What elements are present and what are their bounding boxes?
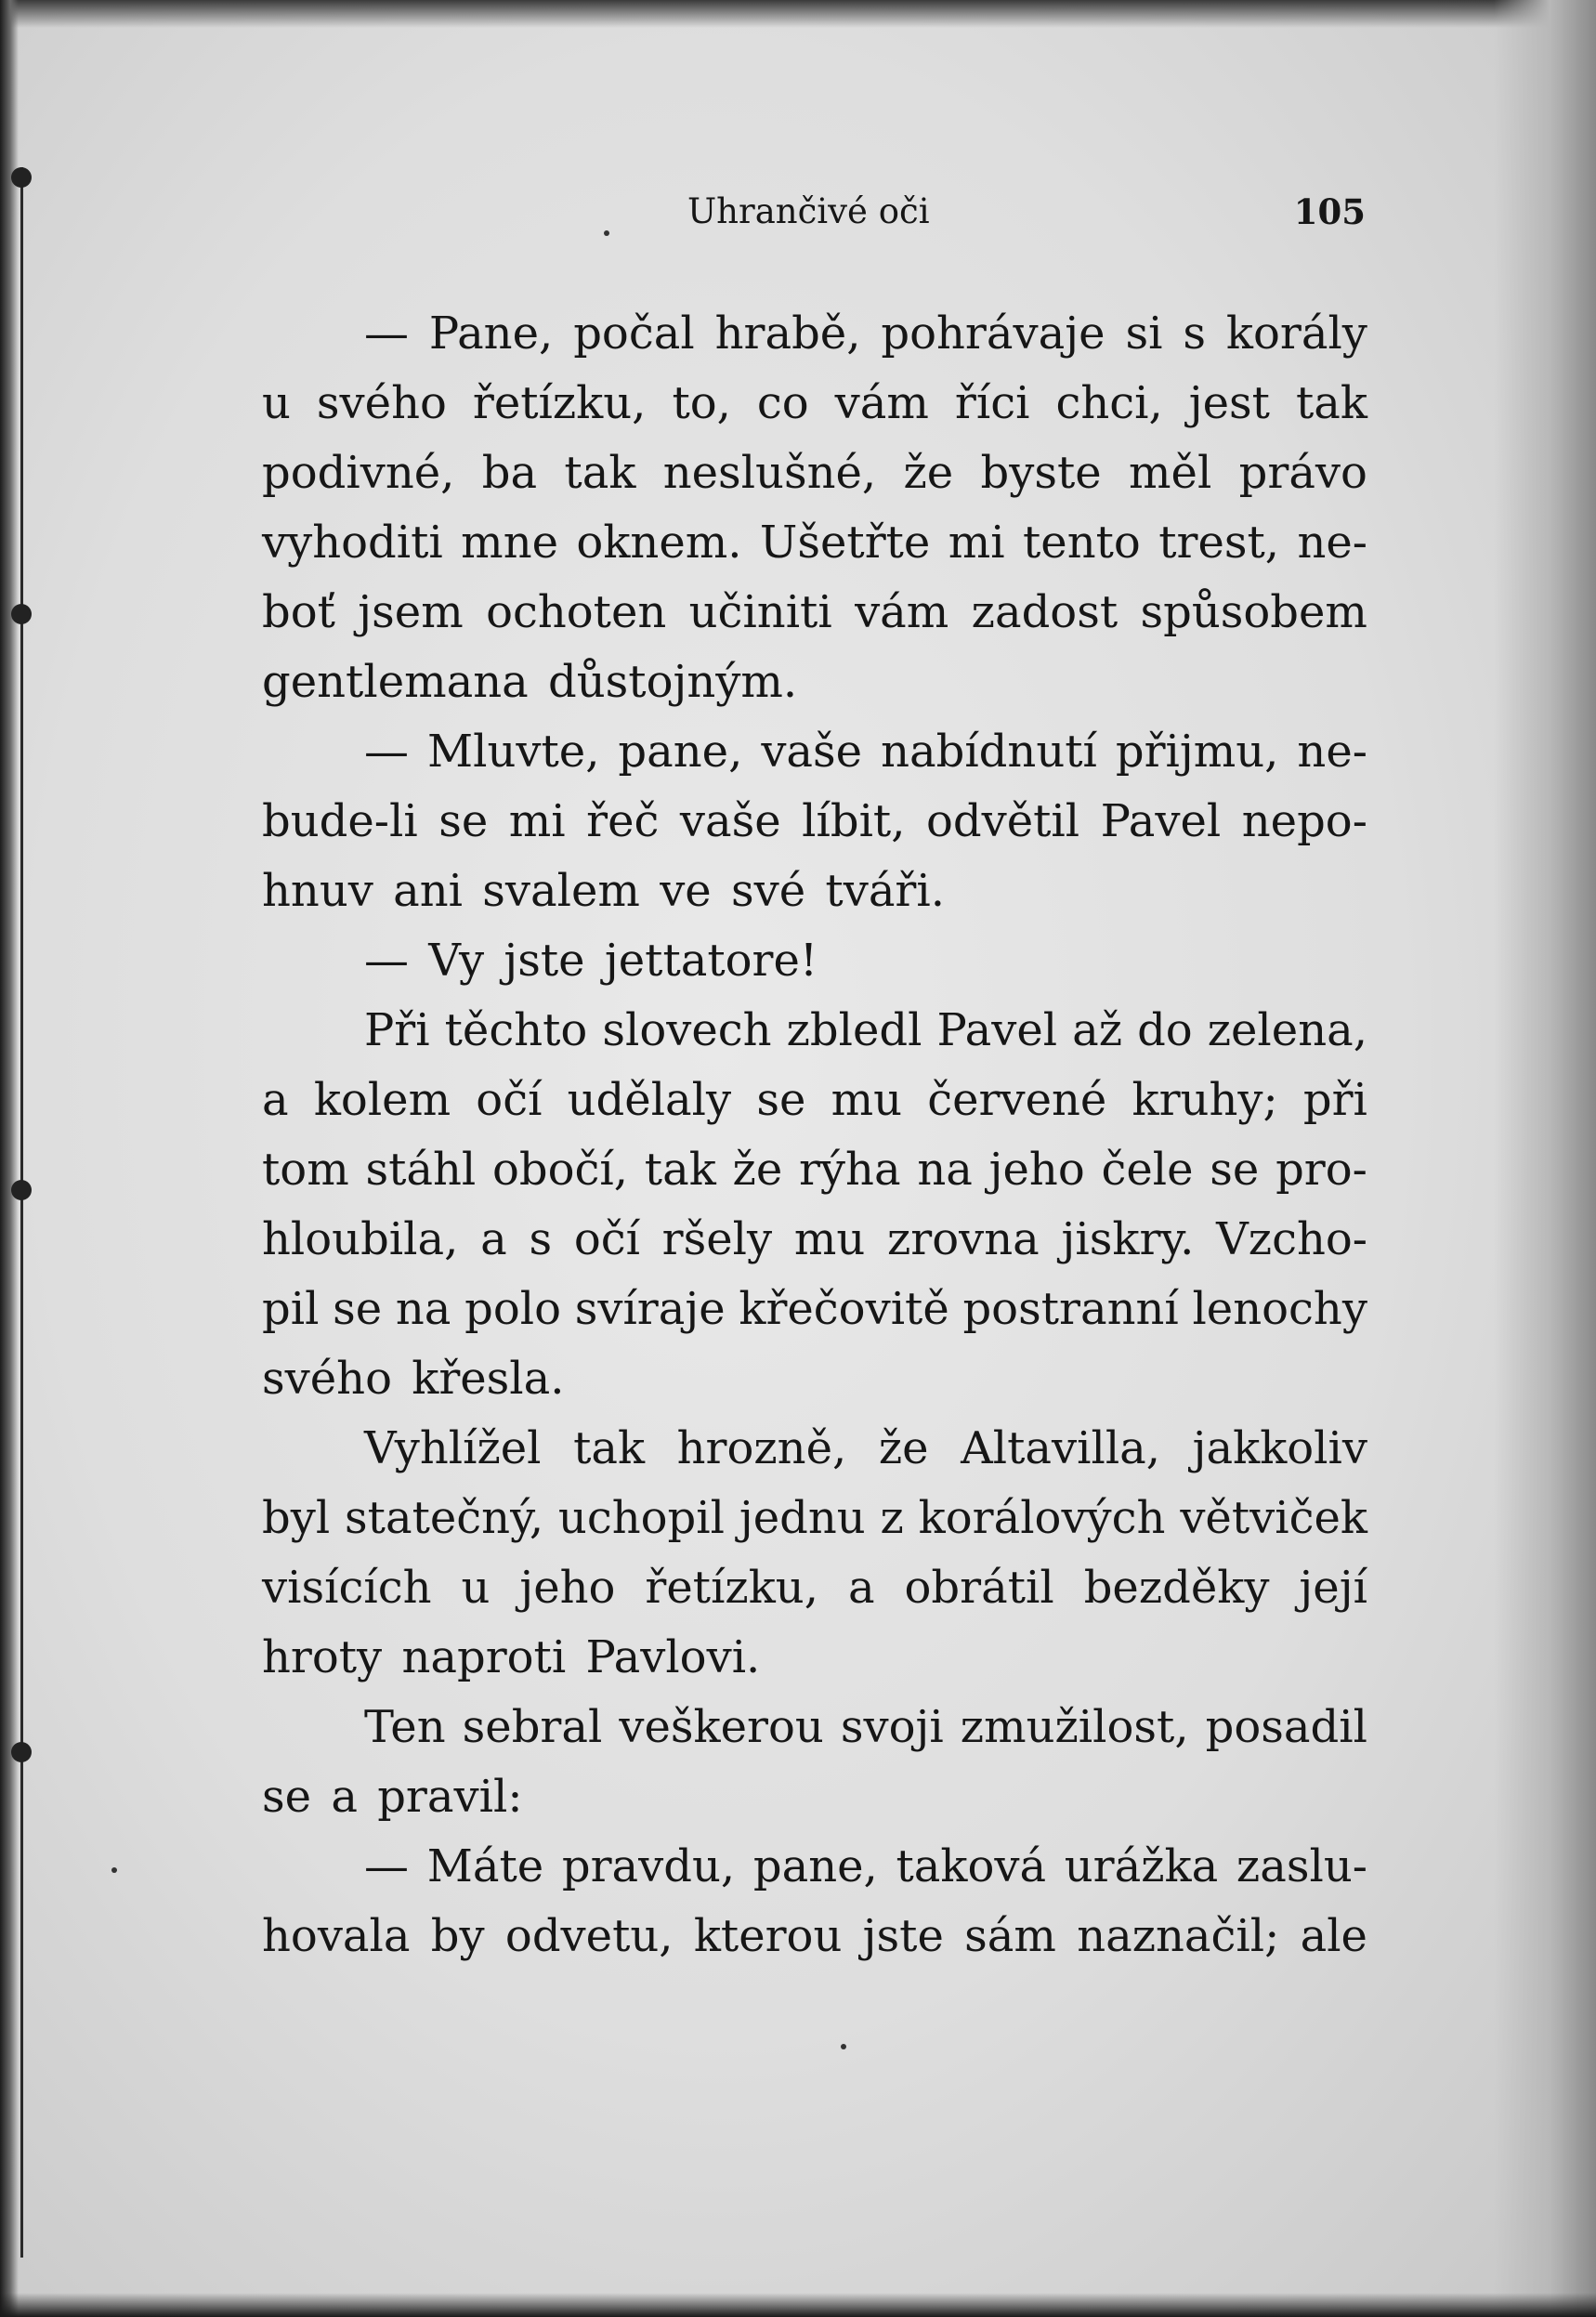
word: pane, <box>618 726 743 778</box>
word: a <box>262 1074 289 1126</box>
word: se <box>1210 1144 1260 1196</box>
word: jsem <box>358 586 464 638</box>
word: svoji <box>840 1701 944 1753</box>
word: jiskry. <box>1061 1213 1195 1265</box>
word: se <box>333 1283 383 1335</box>
word: při <box>1302 1074 1367 1126</box>
word: Pavel <box>1100 795 1222 847</box>
word: jeho <box>988 1144 1085 1196</box>
word: ochoten <box>486 586 667 638</box>
word: boť <box>262 586 335 638</box>
word: lenochy <box>1192 1283 1367 1335</box>
word: kterou <box>693 1910 843 1962</box>
word: její <box>1299 1562 1367 1614</box>
text-line <box>262 1275 1367 1344</box>
word: Pavel <box>936 1004 1058 1056</box>
page-header <box>687 184 1366 240</box>
word: že <box>878 1422 929 1474</box>
word: se <box>756 1074 806 1126</box>
word: rýha <box>798 1144 901 1196</box>
word: pro- <box>1275 1144 1367 1196</box>
text-line <box>262 1553 1367 1623</box>
word: trest, <box>1158 517 1280 569</box>
word: očí <box>573 1213 640 1265</box>
word: obrátil <box>904 1562 1054 1614</box>
word: ve <box>660 865 712 917</box>
word: zaslu- <box>1236 1840 1367 1892</box>
word: udělaly <box>567 1074 732 1126</box>
word: si <box>1125 308 1163 360</box>
word: pil <box>262 1283 320 1335</box>
word: zrovna <box>887 1213 1040 1265</box>
word: odvetu, <box>504 1910 674 1962</box>
text-line <box>262 439 1367 508</box>
word: mu <box>793 1213 866 1265</box>
word: učiniti <box>688 586 832 638</box>
scan-edge-right <box>1494 0 1596 2317</box>
word: ne- <box>1297 517 1367 569</box>
word: líbit, <box>802 795 906 847</box>
print-speck <box>111 1867 117 1873</box>
word: své <box>730 865 806 917</box>
word: ba <box>481 447 538 499</box>
word: obočí, <box>492 1144 629 1196</box>
word: že <box>732 1144 783 1196</box>
word: se <box>438 795 489 847</box>
text-line <box>262 1205 1367 1275</box>
word: nepo- <box>1241 795 1367 847</box>
word: svého <box>316 377 447 429</box>
word: korály <box>1225 308 1367 360</box>
word: byste <box>980 447 1102 499</box>
word: mi <box>508 795 566 847</box>
word: sebral <box>462 1701 603 1753</box>
word: vám <box>834 377 929 429</box>
word: čele <box>1101 1144 1194 1196</box>
word: tento <box>1023 517 1141 569</box>
book-spine-edge <box>0 0 19 2317</box>
word: důstojným. <box>548 656 798 708</box>
scan-edge-top <box>0 0 1596 28</box>
word: u <box>461 1562 491 1614</box>
word: jakkoliv <box>1192 1422 1367 1474</box>
word: posadil <box>1205 1701 1367 1753</box>
word: právo <box>1238 447 1367 499</box>
word: veškerou <box>619 1701 824 1753</box>
word: a <box>847 1562 875 1614</box>
word: očí <box>476 1074 543 1126</box>
word: spůsobem <box>1140 586 1367 638</box>
text-line <box>262 787 1367 857</box>
word: křesla. <box>412 1353 565 1405</box>
word: mne <box>461 517 559 569</box>
word: korálových <box>918 1492 1166 1544</box>
word: polo <box>464 1283 561 1335</box>
text-line <box>262 508 1367 578</box>
word: byl <box>262 1492 331 1544</box>
binding-stitch-mark <box>11 167 32 188</box>
word: Ušetřte <box>759 517 931 569</box>
scan-edge-bottom <box>0 2293 1596 2317</box>
print-speck <box>841 2044 846 2049</box>
word: jeho <box>519 1562 616 1614</box>
word: tváři. <box>825 865 945 917</box>
text-line <box>262 857 1367 926</box>
word: tak <box>573 1422 646 1474</box>
word: s <box>529 1213 553 1265</box>
word: nabídnutí <box>881 726 1097 778</box>
word: tak <box>644 1144 716 1196</box>
word: na <box>395 1283 451 1335</box>
word: jest <box>1188 377 1270 429</box>
text-line <box>262 299 1367 369</box>
word: naproti <box>401 1631 567 1683</box>
word: Vzcho- <box>1216 1213 1367 1265</box>
word: s <box>1183 308 1206 360</box>
word: řetízku, <box>645 1562 818 1614</box>
text-line <box>262 1484 1367 1553</box>
page-number: 105 <box>1293 191 1366 232</box>
word: kruhy; <box>1132 1074 1278 1126</box>
word: a <box>480 1213 507 1265</box>
text-line <box>262 717 1367 787</box>
word: bude-li <box>262 795 418 847</box>
word: svalem <box>482 865 640 917</box>
word: tak <box>564 447 636 499</box>
text-line <box>262 1762 1367 1832</box>
word: a <box>331 1771 358 1823</box>
word: mu <box>831 1074 903 1126</box>
word: mi <box>948 517 1005 569</box>
word: těchto <box>444 1004 588 1056</box>
word: sám <box>964 1910 1056 1962</box>
word: hnuv <box>262 865 373 917</box>
word: urážka <box>1064 1840 1219 1892</box>
text-line <box>262 1623 1367 1693</box>
word: tom <box>262 1144 349 1196</box>
word: křečovitě <box>739 1283 949 1335</box>
word: Vy <box>428 935 485 987</box>
word: kolem <box>313 1074 451 1126</box>
word: tak <box>1295 377 1367 429</box>
text-line <box>262 926 1367 996</box>
word: — <box>364 726 409 778</box>
word: gentlemana <box>262 656 529 708</box>
body-text <box>262 299 1367 1971</box>
word: neslušné, <box>662 447 877 499</box>
text-line <box>262 1414 1367 1484</box>
word: — <box>364 308 409 360</box>
word: pravdu, <box>561 1840 736 1892</box>
word: u <box>262 377 291 429</box>
word: se <box>262 1771 312 1823</box>
word: jste <box>504 935 585 987</box>
text-line <box>262 1135 1367 1205</box>
word: svého <box>262 1353 392 1405</box>
word: z <box>880 1492 904 1544</box>
word: říci <box>954 377 1030 429</box>
word: bezděky <box>1083 1562 1270 1614</box>
text-line <box>262 1066 1367 1135</box>
binding-stitch-mark <box>11 1742 32 1762</box>
word: visících <box>262 1562 432 1614</box>
word: svíraje <box>574 1283 726 1335</box>
word: co <box>756 377 809 429</box>
word: vyhoditi <box>262 517 443 569</box>
word: naznačil; <box>1077 1910 1280 1962</box>
word: podivné, <box>262 447 455 499</box>
word: Ten <box>364 1701 446 1753</box>
word: řeč <box>586 795 660 847</box>
binding-stitch-mark <box>11 1180 32 1200</box>
word: Vyhlížel <box>364 1422 542 1474</box>
word: pravil: <box>377 1771 523 1823</box>
binding-line <box>20 167 23 2258</box>
word: Pane, <box>428 308 554 360</box>
word: na <box>917 1144 973 1196</box>
running-title: Uhrančivé oči <box>687 191 930 231</box>
word: by <box>430 1910 485 1962</box>
word: ršely <box>661 1213 773 1265</box>
word: do <box>1137 1004 1193 1056</box>
text-line <box>262 996 1367 1066</box>
word: postranní <box>962 1283 1179 1335</box>
text-line <box>262 578 1367 648</box>
word: Pavlovi. <box>585 1631 761 1683</box>
word: jste <box>862 1910 944 1962</box>
word: taková <box>896 1840 1047 1892</box>
word: statečný, <box>345 1492 544 1544</box>
word: hloubila, <box>262 1213 459 1265</box>
word: pohrávaje <box>881 308 1105 360</box>
word: přijmu, <box>1115 726 1279 778</box>
word: hrabě, <box>714 308 861 360</box>
print-speck <box>604 230 609 236</box>
word: hroty <box>262 1631 383 1683</box>
word: ne- <box>1297 726 1367 778</box>
word: to, <box>672 377 731 429</box>
word: Máte <box>426 1840 544 1892</box>
word: hovala <box>262 1910 411 1962</box>
word: — <box>364 935 409 987</box>
word: Při <box>364 1004 430 1056</box>
word: počal <box>573 308 695 360</box>
text-line <box>262 1832 1367 1902</box>
word: větviček <box>1180 1492 1367 1544</box>
word: — <box>364 1840 409 1892</box>
word: že <box>903 447 954 499</box>
word: řetízku, <box>472 377 647 429</box>
word: měl <box>1129 447 1212 499</box>
word: jettatore! <box>604 935 818 987</box>
word: až <box>1072 1004 1123 1056</box>
word: odvětil <box>925 795 1080 847</box>
word: zbledl <box>786 1004 922 1056</box>
word: stáhl <box>365 1144 477 1196</box>
word: zelena, <box>1207 1004 1367 1056</box>
word: červené <box>927 1074 1107 1126</box>
word: jednu <box>739 1492 866 1544</box>
word: chci, <box>1055 377 1163 429</box>
text-line <box>262 1902 1367 1971</box>
word: zadost <box>971 586 1119 638</box>
word: oknem. <box>576 517 742 569</box>
word: ani <box>393 865 464 917</box>
word: Mluvte, <box>426 726 600 778</box>
word: Altavilla, <box>961 1422 1161 1474</box>
text-line <box>262 1693 1367 1762</box>
word: ale <box>1300 1910 1367 1962</box>
word: uchopil <box>557 1492 725 1544</box>
word: vaše <box>761 726 863 778</box>
word: vaše <box>679 795 781 847</box>
binding-stitch-mark <box>11 604 32 624</box>
text-line <box>262 1344 1367 1414</box>
word: pane, <box>752 1840 878 1892</box>
word: vám <box>855 586 949 638</box>
word: slovech <box>602 1004 772 1056</box>
text-line <box>262 369 1367 439</box>
word: zmužilost, <box>960 1701 1189 1753</box>
word: hrozně, <box>676 1422 847 1474</box>
text-line <box>262 648 1367 717</box>
